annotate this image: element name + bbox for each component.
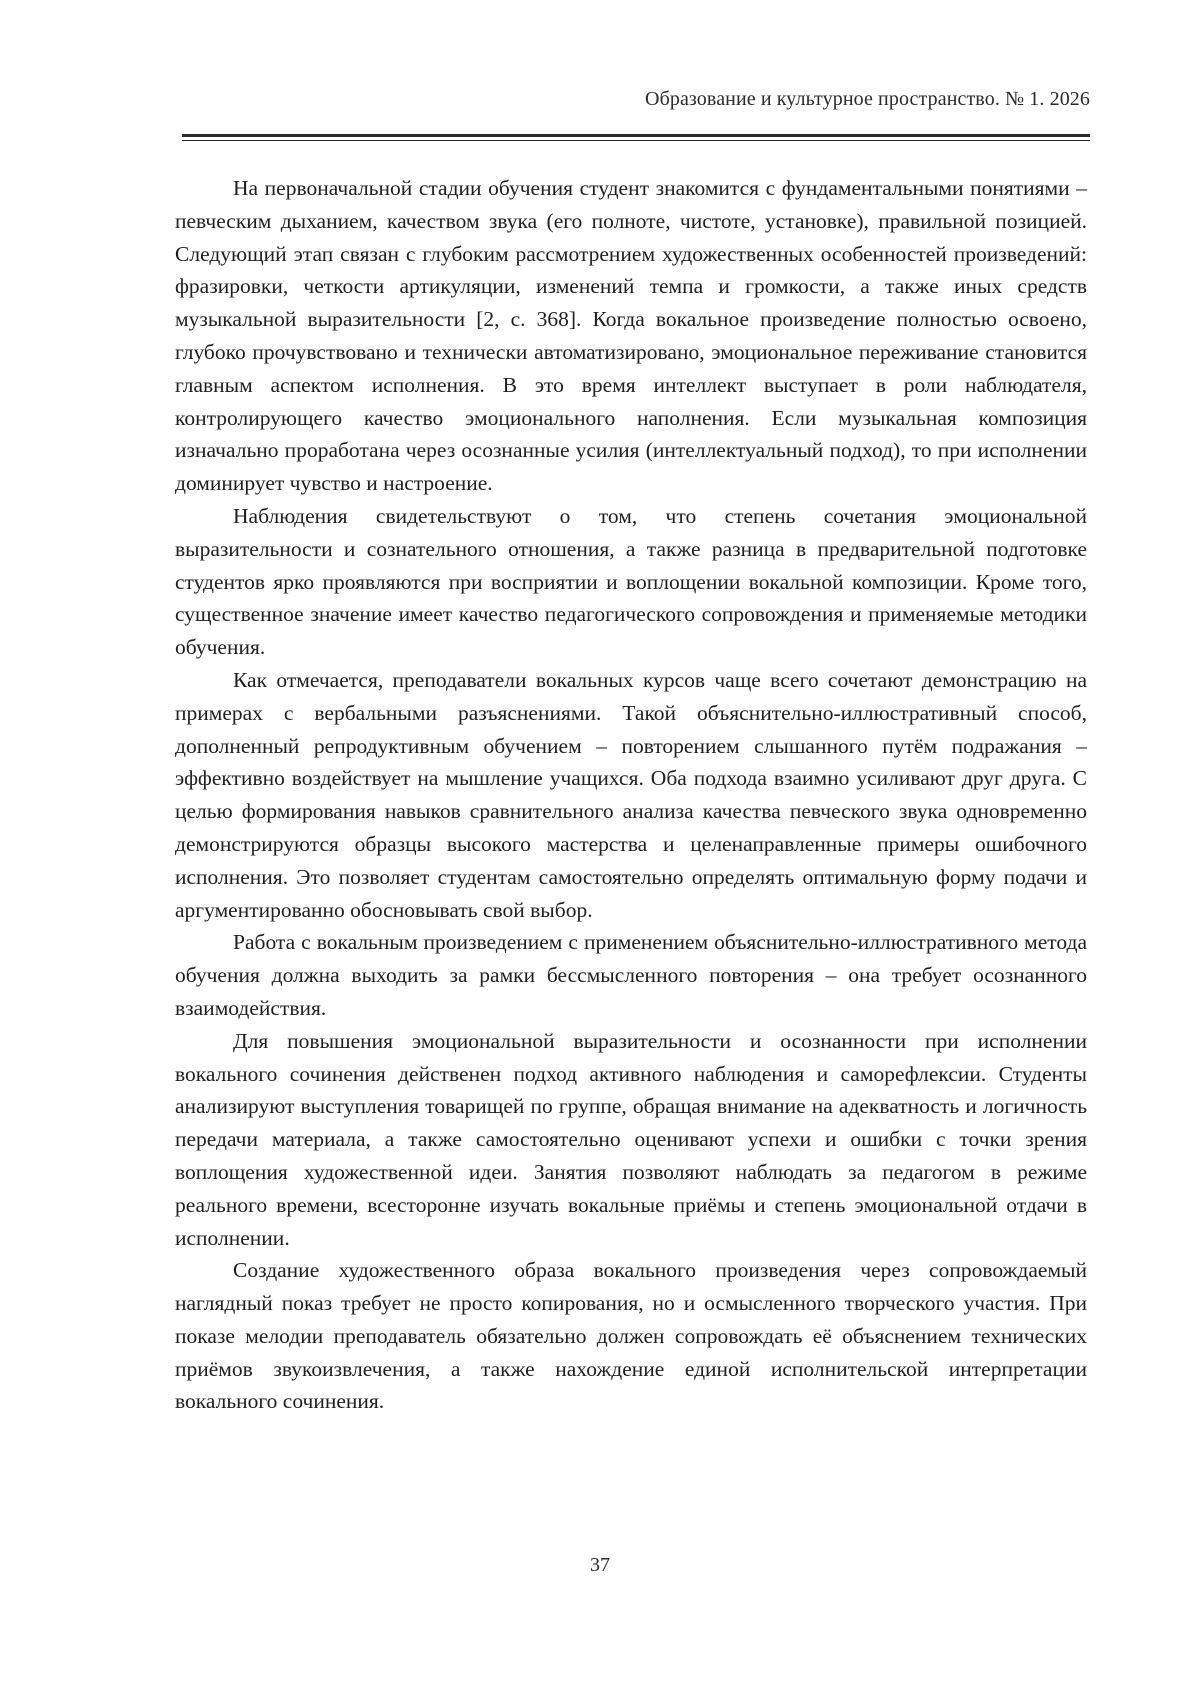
running-header: Образование и культурное пространство. № 1. 2026 [645, 88, 1090, 110]
paragraph-1: На первоначальной стадии обучения студент знакомится с фундаментальными понятиями – певческим дыханием, качеством звука (его полноте, чистоте, установке), правильной позицией. Следующий этап связан с глубоким рассмотрением художественных особенностей произведений: фразировки, четкости артикуляции, изменений темпа и громкости, а также иных средств музыкальной выразительности [2, с. 368]. Когда вокальное произведение полностью освоено, глубоко прочувствовано и технически автоматизировано, эмоциональное переживание становится главным аспектом исполнения. В это время интеллект выступает в роли наблюдателя, контролирующего качество эмоционального наполнения. Если музыкальная композиция изначально проработана через осознанные усилия (интеллектуальный подход), то при исполнении доминирует чувство и настроение. [175, 176, 1087, 496]
paragraph-6: Создание художественного образа вокального произведения через сопровождаемый наглядный показ требует не просто копирования, но и осмысленного творческого участия. При показе мелодии преподаватель обязательно должен сопровождать её объяснением технических приёмов звукоизвлечения, а также нахождение единой исполнительской интерпретации вокального сочинения. [175, 1258, 1087, 1414]
header-rule-thick [182, 134, 1090, 137]
paragraph-2: Наблюдения свидетельствуют о том, что степень сочетания эмоциональной выразительности и сознательного отношения, а также разница в предварительной подготовке студентов ярко проявляются при восприятии и воплощении вокальной композиции. Кроме того, существенное значение имеет качество педагогического сопровождения и применяемые методики обучения. [175, 503, 1087, 660]
paragraph-5: Для повышения эмоциональной выразительности и осознанности при исполнении вокального сочинения действенен подход активного наблюдения и саморефлексии. Студенты анализируют выступления товарищей по группе, обращая внимание на адекватность и логичность передачи материала, а также самостоятельно оценивают успехи и ошибки с точки зрения воплощения художественной идеи. Занятия позволяют наблюдать за педагогом в режиме реального времени, всесторонне изучать вокальные приёмы и степень эмоциональной отдачи в исполнении. [175, 1028, 1087, 1250]
header-rule-thin [182, 140, 1090, 141]
article-body [175, 172, 1087, 1418]
page-number: 37 [590, 1554, 610, 1576]
paragraph-3: Как отмечается, преподаватели вокальных курсов чаще всего сочетают демонстрацию на примерах с вербальными разъяснениями. Такой объяснительно-иллюстративный способ, дополненный репродуктивным обучением – повторением слышанного путём подражания – эффективно воздействует на мышление учащихся. Оба подхода взаимно усиливают друг друга. С целью формирования навыков сравнительного анализа качества певческого звука одновременно демонстрируются образцы высокого мастерства и целенаправленные примеры ошибочного исполнения. Это позволяет студентам самостоятельно определять оптимальную форму подачи и аргументированно обосновывать свой выбор. [175, 667, 1087, 922]
paragraph-4: Работа с вокальным произведением с применением объяснительно-иллюстративного метода обучения должна выходить за рамки бессмысленного повторения – она требует осознанного взаимодействия. [175, 930, 1087, 1020]
